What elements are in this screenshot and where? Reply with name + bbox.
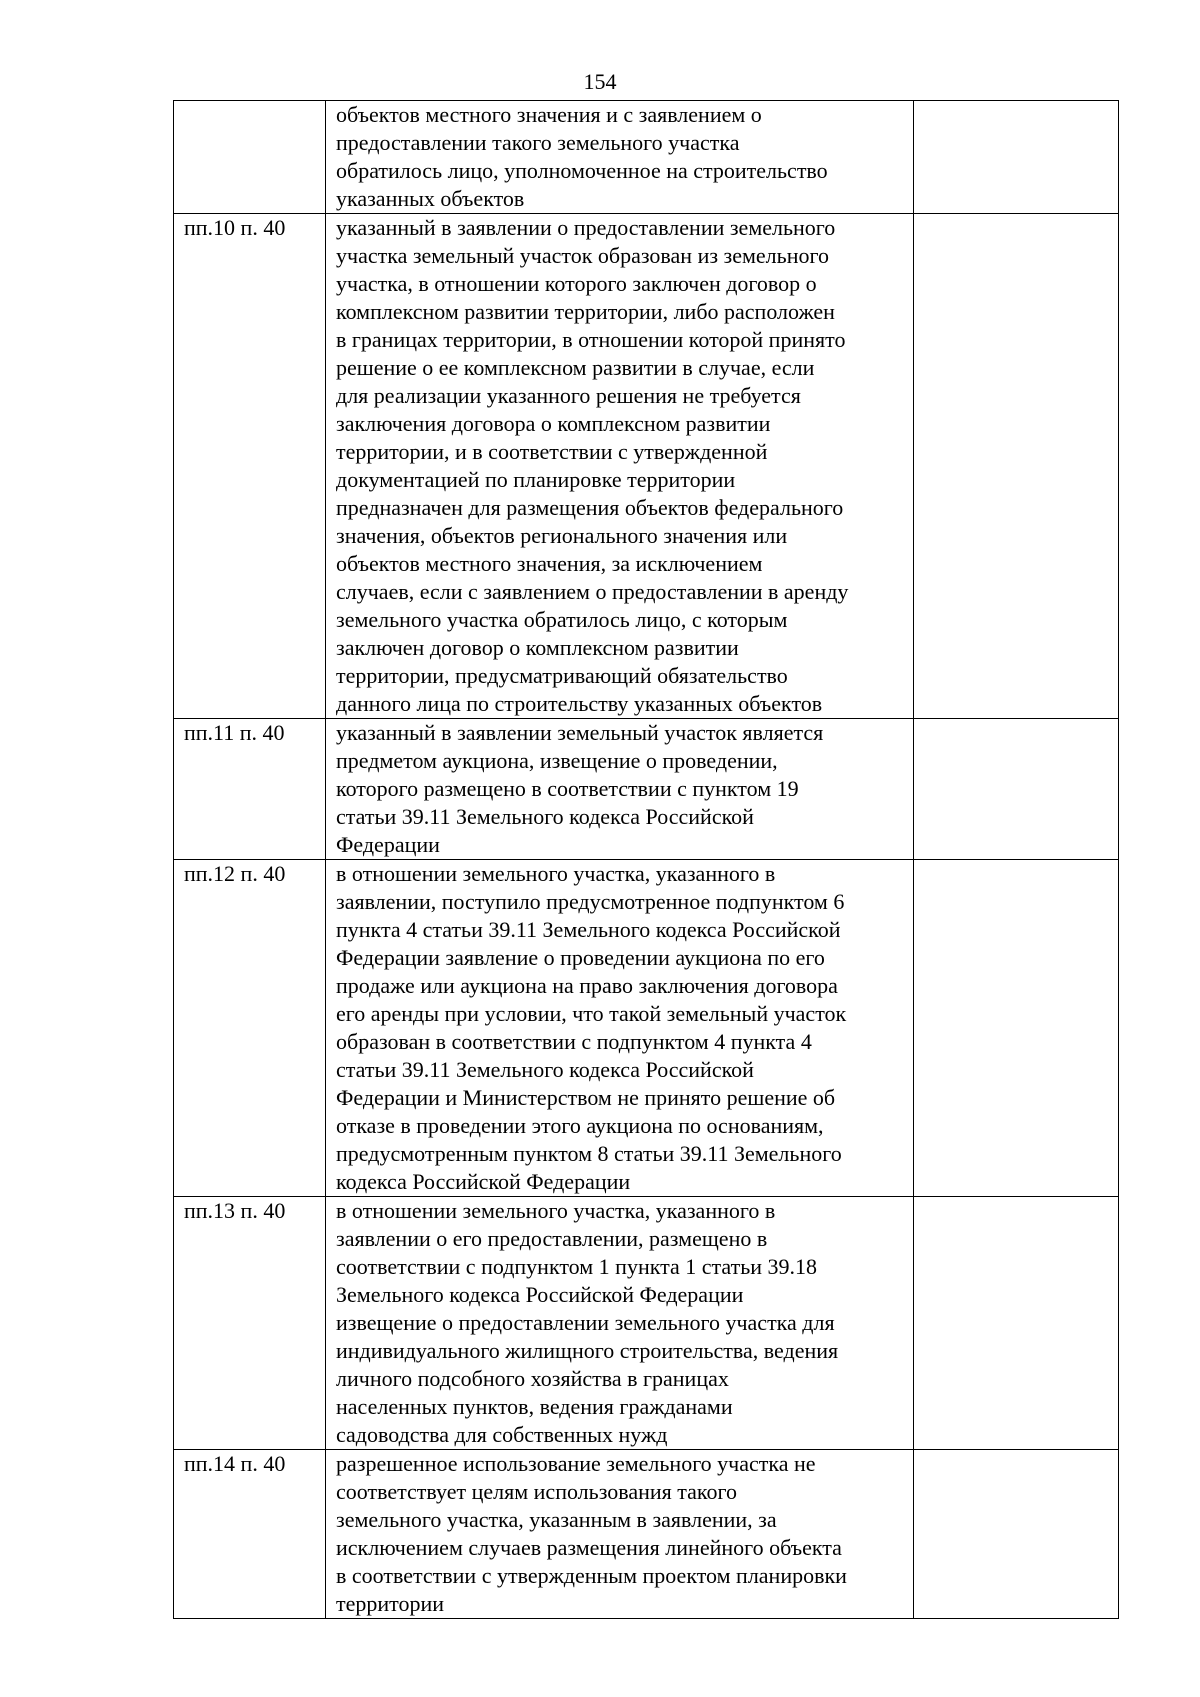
clause-reference: пп.11 п. 40 (184, 720, 285, 745)
description-line: предоставлении такого земельного участка (336, 130, 740, 155)
description-line: обратилось лицо, уполномоченное на строительство (336, 158, 828, 183)
clause-reference: пп.10 п. 40 (184, 215, 286, 240)
description-line: соответствии с подпунктом 1 пункта 1 статьи 39.18 (336, 1254, 818, 1279)
description-line: заключен договор о комплексном развитии (336, 635, 739, 660)
description-line: исключением случаев размещения линейного объекта (336, 1535, 842, 1560)
description-line: образован в соответствии с подпунктом 4 пункта 4 (336, 1029, 812, 1054)
description-line: в отношении земельного участка, указанного в (336, 1198, 776, 1223)
description-line: предметом аукциона, извещение о проведении, (336, 748, 778, 773)
description-line: указанный в заявлении о предоставлении земельного (336, 215, 836, 240)
clause-reference-cell (174, 214, 326, 719)
description-line: земельного участка обратилось лицо, с которым (336, 607, 788, 632)
clause-reference-cell (174, 719, 326, 860)
description-line: предусмотренным пунктом 8 статьи 39.11 Земельного (336, 1141, 842, 1166)
description-line: Федерации (336, 832, 440, 857)
description-line: населенных пунктов, ведения гражданами (336, 1394, 733, 1419)
ground-description-cell (326, 101, 914, 214)
description-line: продаже или аукциона на право заключения договора (336, 973, 838, 998)
grounds-table-body (174, 101, 1119, 1619)
table-row (174, 1197, 1119, 1450)
description-line: для реализации указанного решения не требуется (336, 383, 801, 408)
description-line: статьи 39.11 Земельного кодекса Российской (336, 1057, 754, 1082)
description-line: в границах территории, в отношении которой принято (336, 327, 846, 352)
table-row (174, 719, 1119, 860)
clause-reference-cell (174, 101, 326, 214)
note-cell (914, 1197, 1119, 1450)
description-line: его аренды при условии, что такой земельный участок (336, 1001, 847, 1026)
description-line: решение о ее комплексном развитии в случае, если (336, 355, 815, 380)
page-number: 154 (583, 69, 617, 94)
clause-reference-cell (174, 1450, 326, 1619)
table-row (174, 101, 1119, 214)
ground-description-cell (326, 860, 914, 1197)
description-line: объектов местного значения, за исключением (336, 551, 763, 576)
description-line: территории, предусматривающий обязательство (336, 663, 788, 688)
description-line: в соответствии с утвержденным проектом планировки (336, 1563, 847, 1588)
description-line: территории, и в соответствии с утвержденной (336, 439, 768, 464)
description-line: Федерации и Министерством не принято решение об (336, 1085, 836, 1110)
description-line: в отношении земельного участка, указанного в (336, 861, 776, 886)
description-line: участка, в отношении которого заключен договор о (336, 271, 817, 296)
clause-reference: пп.14 п. 40 (184, 1451, 286, 1476)
clause-reference-cell (174, 1197, 326, 1450)
description-line: значения, объектов регионального значения или (336, 523, 788, 548)
description-line: индивидуального жилищного строительства, ведения (336, 1338, 839, 1363)
description-line: заключения договора о комплексном развитии (336, 411, 771, 436)
description-line: Земельного кодекса Российской Федерации (336, 1282, 744, 1307)
description-line: предназначен для размещения объектов федерального (336, 495, 844, 520)
ground-description-cell (326, 214, 914, 719)
description-line: статьи 39.11 Земельного кодекса Российской (336, 804, 754, 829)
ground-description-cell (326, 1197, 914, 1450)
clause-reference-cell (174, 860, 326, 1197)
description-line: которого размещено в соответствии с пунктом 19 (336, 776, 799, 801)
description-line: заявлении, поступило предусмотренное подпунктом 6 (336, 889, 845, 914)
description-line: указанный в заявлении земельный участок является (336, 720, 824, 745)
note-cell (914, 101, 1119, 214)
clause-reference: пп.13 п. 40 (184, 1198, 286, 1223)
table-row (174, 1450, 1119, 1619)
description-line: соответствует целям использования такого (336, 1479, 737, 1504)
description-line: участка земельный участок образован из земельного (336, 243, 829, 268)
description-line: личного подсобного хозяйства в границах (336, 1366, 729, 1391)
description-line: объектов местного значения и с заявлением о (336, 102, 762, 127)
description-line: кодекса Российской Федерации (336, 1169, 631, 1194)
description-line: земельного участка, указанным в заявлении, за (336, 1507, 777, 1532)
description-line: случаев, если с заявлением о предоставлении в аренду (336, 579, 849, 604)
description-line: отказе в проведении этого аукциона по основаниям, (336, 1113, 824, 1138)
clause-reference: пп.12 п. 40 (184, 861, 286, 886)
ground-description-cell (326, 1450, 914, 1619)
description-line: документацией по планировке территории (336, 467, 736, 492)
description-line: пункта 4 статьи 39.11 Земельного кодекса Российской (336, 917, 841, 942)
note-cell (914, 860, 1119, 1197)
ground-description-cell (326, 719, 914, 860)
description-line: Федерации заявление о проведении аукциона по его (336, 945, 825, 970)
description-line: извещение о предоставлении земельного участка для (336, 1310, 835, 1335)
description-line: территории (336, 1591, 445, 1616)
grounds-table (173, 100, 1119, 1619)
description-line: разрешенное использование земельного участка не (336, 1451, 816, 1476)
table-row (174, 860, 1119, 1197)
note-cell (914, 719, 1119, 860)
description-line: указанных объектов (336, 186, 525, 211)
description-line: данного лица по строительству указанных объектов (336, 691, 823, 716)
description-line: комплексном развитии территории, либо расположен (336, 299, 835, 324)
description-line: заявлении о его предоставлении, размещено в (336, 1226, 768, 1251)
note-cell (914, 214, 1119, 719)
table-row (174, 214, 1119, 719)
description-line: садоводства для собственных нужд (336, 1422, 668, 1447)
note-cell (914, 1450, 1119, 1619)
